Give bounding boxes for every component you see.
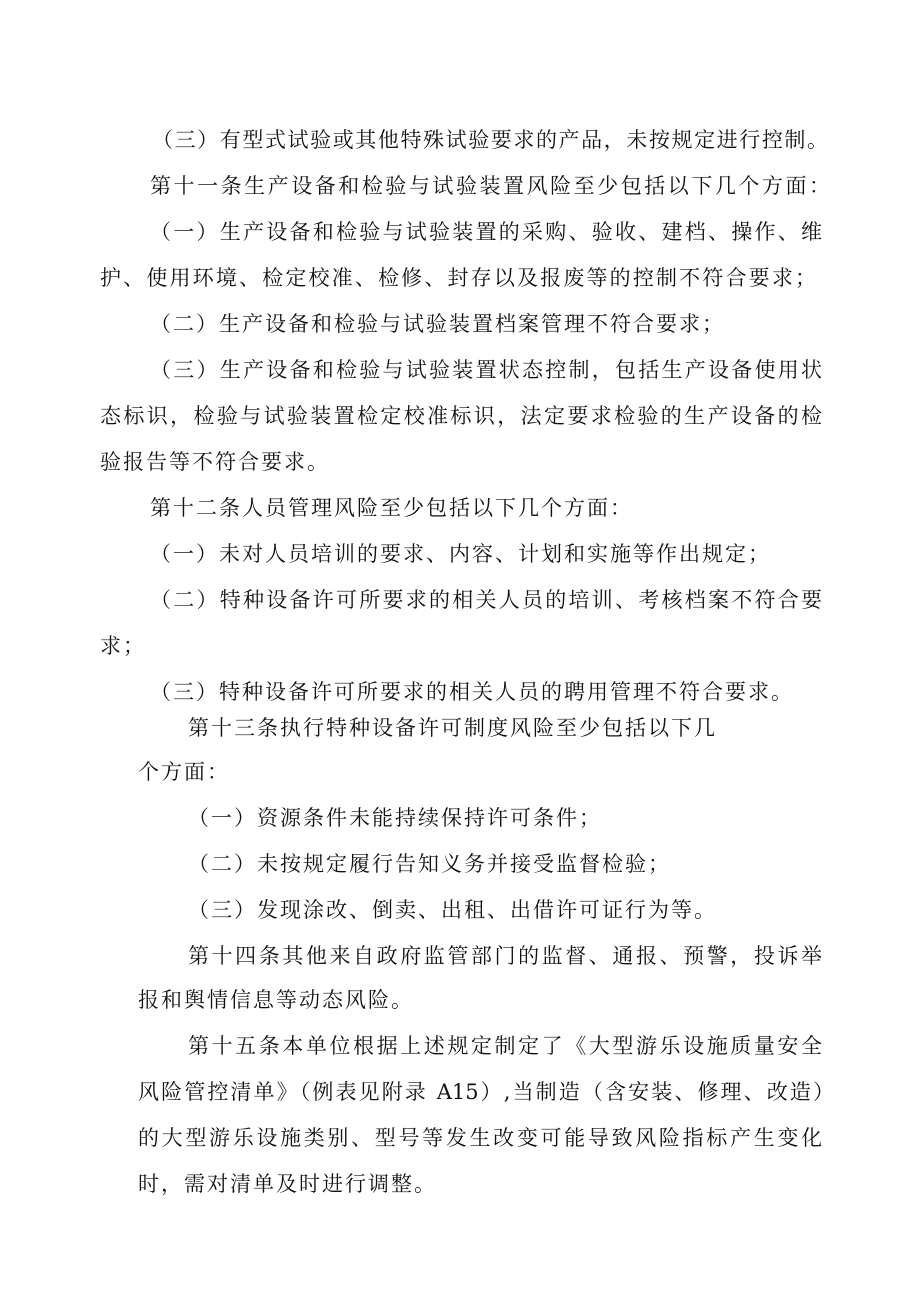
article-15-continuation: 的大型游乐设施类别、型号等发生改变可能导致风险指标产生变化 <box>138 1126 822 1150</box>
article-11-item-3-continuation: 态标识，检验与试验装置检定校准标识，法定要求检验的生产设备的检 <box>100 404 822 428</box>
article-12-item-3-line: （三）特种设备许可所要求的相关人员的聘用管理不符合要求。 <box>150 680 794 704</box>
article-11-heading-line: 第十一条生产设备和检验与试验装置风险至少包括以下几个方面： <box>150 174 830 198</box>
article-15-line: 第十五条本单位根据上述规定制定了《大型游乐设施质量安全 <box>188 1034 822 1058</box>
article-13-heading-line: 第十三条执行特种设备许可制度风险至少包括以下几 <box>188 716 717 740</box>
article-13-item-3-line: （三）发现涂改、倒卖、出租、出借许可证行为等。 <box>188 898 717 922</box>
article-12-item-2-continuation: 求； <box>100 634 146 658</box>
article-11-item-2-line: （二）生产设备和检验与试验装置档案管理不符合要求； <box>150 312 725 336</box>
article-13-item-1-line: （一）资源条件未能持续保持许可条件； <box>188 806 602 830</box>
article-15-continuation: 时，需对清单及时进行调整。 <box>138 1172 437 1196</box>
article-11-item-3-continuation: 验报告等不符合要求。 <box>100 450 330 474</box>
article-11-item-1-line: （一）生产设备和检验与试验装置的采购、验收、建档、操作、维 <box>150 220 822 244</box>
article-12-item-2-line: （二）特种设备许可所要求的相关人员的培训、考核档案不符合要 <box>150 588 822 612</box>
article-11-item-1-continuation: 护、使用环境、检定校准、检修、封存以及报废等的控制不符合要求； <box>100 266 816 290</box>
article-13-heading-continuation: 个方面： <box>138 760 230 784</box>
article-14-continuation: 报和舆情信息等动态风险。 <box>138 988 414 1012</box>
article-11-item-3-line: （三）生产设备和检验与试验装置状态控制，包括生产设备使用状 <box>150 358 822 382</box>
article-10-item-3-line: （三）有型式试验或其他特殊试验要求的产品，未按规定进行控制。 <box>152 128 828 152</box>
article-12-heading-line: 第十二条人员管理风险至少包括以下几个方面： <box>150 496 633 520</box>
article-14-line: 第十四条其他来自政府监管部门的监督、通报、预警，投诉举 <box>188 944 822 968</box>
article-15-continuation: 风险管控清单》（例表见附录 A15）,当制造（含安装、修理、改造） <box>138 1080 834 1104</box>
article-13-item-2-line: （二）未按规定履行告知义务并接受监督检验； <box>188 852 671 876</box>
article-12-item-1-line: （一）未对人员培训的要求、内容、计划和实施等作出规定； <box>150 542 771 566</box>
